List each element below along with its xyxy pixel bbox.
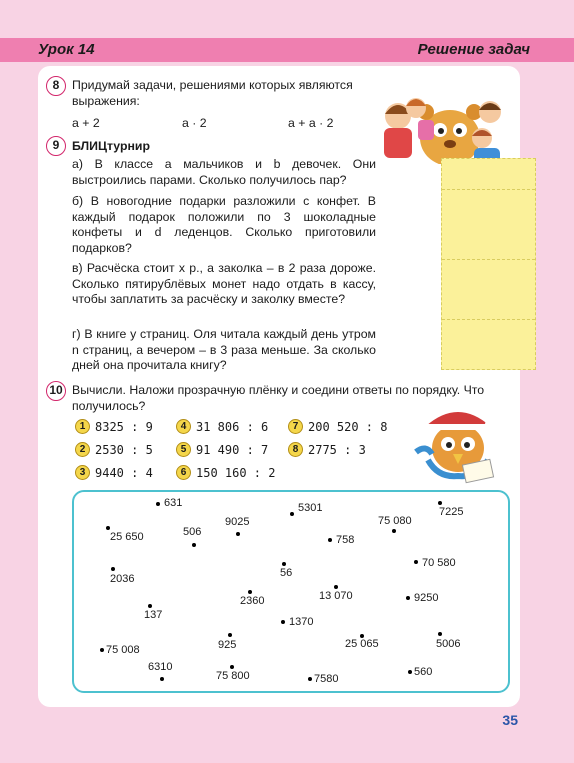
answer-dot [328, 538, 332, 542]
task-expression: 9440 : 4 [95, 466, 153, 480]
bird-illustration [408, 404, 508, 484]
exercise-9-number: 9 [46, 136, 66, 156]
answer-dot [290, 512, 294, 516]
exercise-9-task-c: в) Расчёска стоит x р., а заколка – в 2 раза дороже. Сколько пятирублёвых монет надо отдать в кассу, чтобы заплатить за расчёску и заколку вместе? [72, 261, 376, 307]
exercise-8-text: Придумай задачи, решениями которых являются выражения: [72, 78, 353, 108]
exercise-9-task-d: г) В книге y страниц. Оля читала каждый день утром n страниц, а вечером – в 3 раза меньше. За сколько дней она прочитала книгу? [72, 327, 376, 373]
task-expression: 150 160 : 2 [196, 466, 276, 480]
answer-label: 758 [336, 534, 355, 546]
answer-dot [414, 560, 418, 564]
answer-label: 9025 [225, 516, 250, 528]
answer-dot [282, 562, 286, 566]
answer-label: 7225 [439, 506, 464, 518]
answer-dot [192, 543, 196, 547]
task-expression: 200 520 : 8 [308, 420, 388, 434]
answer-dot [156, 502, 160, 506]
answer-label: 1370 [289, 616, 314, 628]
task-expression: 31 806 : 6 [196, 420, 269, 434]
answer-dot [148, 604, 152, 608]
answer-label: 506 [183, 526, 202, 538]
answer-label: 25 065 [345, 638, 379, 650]
page-number: 35 [502, 712, 518, 728]
answer-label: 6310 [148, 661, 173, 673]
lesson-header [0, 38, 574, 62]
answer-label: 2036 [110, 573, 135, 585]
exercise-8-number: 8 [46, 76, 66, 96]
sticky-note [441, 158, 536, 370]
children-bear-illustration [378, 86, 508, 164]
answer-dot [230, 665, 234, 669]
answer-label: 631 [164, 497, 183, 509]
task-number-badge: 7 [288, 419, 303, 434]
task-number-badge: 4 [176, 419, 191, 434]
task-number-badge: 6 [176, 465, 191, 480]
answer-label: 5301 [298, 502, 323, 514]
answer-dot [438, 632, 442, 636]
task-expression: 2530 : 5 [95, 443, 153, 457]
exercise-10-text: Вычисли. Наложи прозрачную плёнку и соедини ответы по порядку. Что получилось? [72, 383, 485, 413]
task-number-badge: 5 [176, 442, 191, 457]
answer-label: 5006 [436, 638, 461, 650]
exercise-9-title: БЛИЦтурнир [72, 139, 150, 153]
answer-dot [408, 670, 412, 674]
answer-dot [100, 648, 104, 652]
answer-label: 25 650 [110, 531, 144, 543]
answer-dot [406, 596, 410, 600]
answer-dot [281, 620, 285, 624]
answer-label: 56 [280, 567, 293, 579]
task-expression: 2775 : 3 [308, 443, 366, 457]
task-expression: 8325 : 9 [95, 420, 153, 434]
answer-label: 70 580 [422, 557, 456, 569]
answer-dot [228, 633, 232, 637]
answer-label: 560 [414, 666, 433, 678]
exercise-9-task-b: б) В новогодние подарки разложили c конфет. В каждый подарок положили по 3 шоколадные конфеты и d леденцов. Сколько приготовили подарков? [72, 194, 376, 255]
lesson-topic: Решение задач [417, 41, 530, 58]
task-expression: 91 490 : 7 [196, 443, 269, 457]
answer-dot [392, 529, 396, 533]
dot-field [72, 490, 510, 693]
answer-dot [236, 532, 240, 536]
answer-dot [248, 590, 252, 594]
exercise-10-number: 10 [46, 381, 66, 401]
answer-label: 137 [144, 609, 163, 621]
answer-label: 9250 [414, 592, 439, 604]
answer-label: 13 070 [319, 590, 353, 602]
answer-dot [308, 677, 312, 681]
answer-dot [438, 501, 442, 505]
expression-1: a + 2 [72, 116, 100, 130]
answer-dot [111, 567, 115, 571]
lesson-number: Урок 14 [38, 41, 95, 58]
task-number-badge: 1 [75, 419, 90, 434]
answer-label: 75 008 [106, 644, 140, 656]
expression-3: a + a · 2 [288, 116, 334, 130]
task-number-badge: 3 [75, 465, 90, 480]
task-number-badge: 2 [75, 442, 90, 457]
expression-2: a · 2 [182, 116, 207, 130]
exercise-9-task-a: а) В классе a мальчиков и b девочек. Они выстроились парами. Сколько получилось пар? [72, 157, 376, 187]
answer-label: 2360 [240, 595, 265, 607]
task-number-badge: 8 [288, 442, 303, 457]
answer-dot [160, 677, 164, 681]
answer-label: 925 [218, 639, 237, 651]
answer-dot [106, 526, 110, 530]
answer-label: 7580 [314, 673, 339, 685]
answer-label: 75 080 [378, 515, 412, 527]
answer-label: 75 800 [216, 670, 250, 682]
answer-dot [334, 585, 338, 589]
